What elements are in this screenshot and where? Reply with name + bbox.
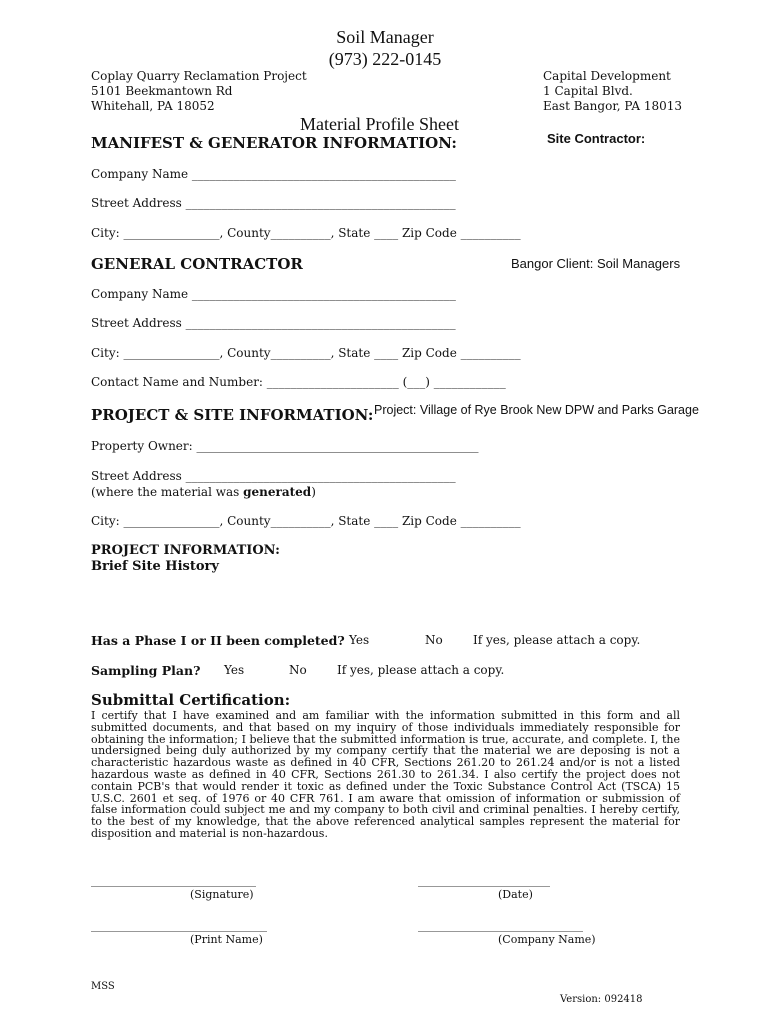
- where-generated-bold: generated: [243, 485, 312, 499]
- footer-version: Version: 092418: [560, 994, 643, 1005]
- sampling-attach-note: If yes, please attach a copy.: [337, 663, 505, 677]
- general-contractor-heading: GENERAL CONTRACTOR: [91, 255, 303, 273]
- left-address-line: Whitehall, PA 18052: [91, 99, 215, 113]
- right-address: [543, 69, 682, 114]
- header-phone: (973) 222-0145: [328, 49, 442, 69]
- signature-line[interactable]: ______________________________: [91, 874, 256, 887]
- site-street-address-field[interactable]: Street Address _____________________________________________: [91, 469, 456, 483]
- brief-site-history-label: Brief Site History: [91, 559, 219, 574]
- project-info-heading: PROJECT INFORMATION:: [91, 543, 280, 558]
- where-generated-note: [91, 485, 316, 499]
- where-generated-prefix: (where the material was: [91, 485, 244, 499]
- date-line[interactable]: ________________________: [418, 874, 550, 887]
- date-caption: (Date): [498, 888, 533, 901]
- document-title: Soil Manager: [336, 27, 434, 47]
- manifest-city-field[interactable]: City: ________________, County__________, State ____ Zip Code __________: [91, 226, 521, 240]
- where-generated-suffix: ): [311, 485, 316, 499]
- manifest-company-name-field[interactable]: Company Name ____________________________________________: [91, 167, 456, 181]
- site-contractor-label: Site Contractor:: [547, 131, 646, 146]
- left-address-line: 5101 Beekmantown Rd: [91, 84, 233, 98]
- phase-no-option[interactable]: No: [425, 633, 443, 647]
- property-owner-field[interactable]: Property Owner: _______________________________________________: [91, 439, 479, 453]
- phase-question: Has a Phase I or II been completed?: [91, 633, 345, 648]
- contractor-street-address-field[interactable]: Street Address _____________________________________________: [91, 316, 456, 330]
- certification-text: I certify that I have examined and am familiar with the information submitted in this form and all submitted documents, and that based on my inquiry of those individuals immediately responsible for obtaining the information; I believe that the submitted information is true, accurate, and complete. I, the undersigned being duly authorized by my company certify that the material we are deposing is not a characteristic hazardous waste as defined in 40 CFR, Sections 261.20 to 261.24 and/or is not a listed hazardous waste as defined in 40 CFR, Sections 261.30 to 261.34. I also certify the project does not contain PCB's that would render it toxic as defined under the Toxic Substance Control Act (TSCA) 15 U.S.C. 2601 et seq. of 1976 or 40 CFR 761. I am aware that omission of information or submission of false information could subject me and my company to both civil and criminal penalties. I hereby certify, to the best of my knowledge, that the above referenced analytical samples represent the material for disposition and material is non-hazardous.: [91, 709, 680, 840]
- manifest-heading: MANIFEST & GENERATOR INFORMATION:: [91, 134, 457, 152]
- signature-caption: (Signature): [190, 888, 254, 901]
- print-name-line[interactable]: ________________________________: [91, 919, 267, 932]
- right-address-line: Capital Development: [543, 69, 671, 83]
- sampling-question: Sampling Plan?: [91, 663, 201, 678]
- sampling-no-option[interactable]: No: [289, 663, 307, 677]
- certification-heading: Submittal Certification:: [91, 691, 291, 709]
- project-name-text: Project: Village of Rye Brook New DPW and Parks Garage: [374, 403, 699, 417]
- phase-yes-option[interactable]: Yes: [349, 633, 370, 647]
- print-name-caption: (Print Name): [190, 933, 263, 946]
- contractor-contact-field[interactable]: Contact Name and Number: ______________________ (___) ____________: [91, 375, 506, 389]
- phase-attach-note: If yes, please attach a copy.: [473, 633, 641, 647]
- bangor-client-text: Bangor Client: Soil Managers: [511, 256, 681, 271]
- footer-mss: MSS: [91, 981, 115, 992]
- manifest-street-address-field[interactable]: Street Address _____________________________________________: [91, 196, 456, 210]
- right-address-line: East Bangor, PA 18013: [543, 99, 682, 113]
- company-name-line[interactable]: ______________________________: [418, 919, 583, 932]
- contractor-company-name-field[interactable]: Company Name ____________________________________________: [91, 287, 456, 301]
- right-address-line: 1 Capital Blvd.: [543, 84, 633, 98]
- left-address-line: Coplay Quarry Reclamation Project: [91, 69, 307, 83]
- sampling-yes-option[interactable]: Yes: [224, 663, 245, 677]
- left-address: [91, 69, 307, 114]
- site-city-field[interactable]: City: ________________, County__________, State ____ Zip Code __________: [91, 514, 521, 528]
- company-name-caption: (Company Name): [498, 933, 596, 946]
- project-site-heading: PROJECT & SITE INFORMATION:: [91, 406, 374, 424]
- form-title: Material Profile Sheet: [300, 114, 459, 134]
- contractor-city-field[interactable]: City: ________________, County__________, State ____ Zip Code __________: [91, 346, 521, 360]
